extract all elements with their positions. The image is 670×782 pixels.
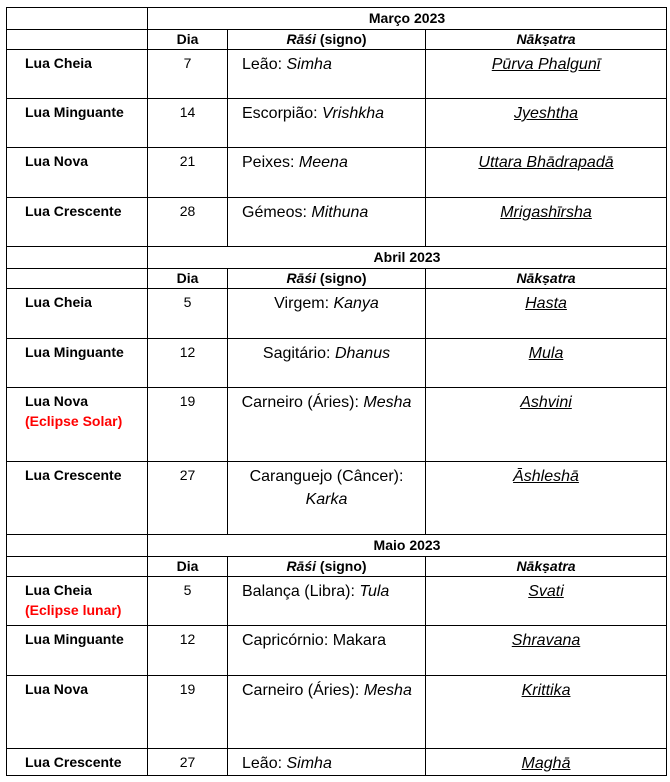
day-cell: 27 <box>148 462 228 535</box>
phase-cell: Lua Crescente <box>7 462 148 535</box>
month-title: Março 2023 <box>148 8 667 30</box>
header-row <box>7 269 667 289</box>
day-cell: 28 <box>148 198 228 247</box>
eclipse-note: (Eclipse Solar) <box>25 413 123 429</box>
nakshatra-cell: Shravana <box>426 626 667 676</box>
day-cell: 21 <box>148 148 228 198</box>
phase-cell: Lua Crescente <box>7 749 148 776</box>
rasi-cell: Capricórnio: Makara <box>228 626 426 676</box>
header-dia: Dia <box>148 557 228 577</box>
phase-cell: Lua Nova <box>7 148 148 198</box>
table-row <box>7 749 667 776</box>
table-row <box>7 198 667 247</box>
month-row <box>7 535 667 557</box>
table-row <box>7 99 667 148</box>
rasi-cell: Carneiro (Áries): Mesha <box>228 388 426 462</box>
month-title: Abril 2023 <box>148 247 667 269</box>
nakshatra-cell: Uttara Bhādrapadā <box>426 148 667 198</box>
day-cell: 7 <box>148 50 228 99</box>
day-cell: 27 <box>148 749 228 776</box>
rasi-cell: Sagitário: Dhanus <box>228 339 426 388</box>
table-row <box>7 148 667 198</box>
day-cell: 12 <box>148 626 228 676</box>
phase-cell: Lua Minguante <box>7 626 148 676</box>
header-rasi: Rāśi (signo) <box>228 269 426 289</box>
phase-cell: Lua Cheia (Eclipse lunar) <box>7 577 148 626</box>
day-cell: 12 <box>148 339 228 388</box>
rasi-cell: Escorpião: Vrishkha <box>228 99 426 148</box>
month-title: Maio 2023 <box>148 535 667 557</box>
header-nakshatra: Nākṣatra <box>426 30 667 50</box>
month-row <box>7 247 667 269</box>
day-cell: 5 <box>148 577 228 626</box>
nakshatra-cell: Svati <box>426 577 667 626</box>
table-row <box>7 676 667 749</box>
header-rasi: Rāśi (signo) <box>228 557 426 577</box>
table-row <box>7 462 667 535</box>
table-row <box>7 388 667 462</box>
phase-cell: Lua Cheia <box>7 289 148 339</box>
header-row <box>7 30 667 50</box>
phase-cell: Lua Minguante <box>7 99 148 148</box>
lunar-calendar-table <box>6 7 667 776</box>
nakshatra-cell: Maghā <box>426 749 667 776</box>
table-row <box>7 289 667 339</box>
rasi-cell: Gémeos: Mithuna <box>228 198 426 247</box>
nakshatra-cell: Pūrva Phalgunī <box>426 50 667 99</box>
header-nakshatra: Nākṣatra <box>426 269 667 289</box>
eclipse-note: (Eclipse lunar) <box>25 602 122 618</box>
header-row <box>7 557 667 577</box>
nakshatra-cell: Krittika <box>426 676 667 749</box>
phase-cell: Lua Cheia <box>7 50 148 99</box>
header-nakshatra: Nākṣatra <box>426 557 667 577</box>
table-row <box>7 339 667 388</box>
rasi-cell: Balança (Libra): Tula <box>228 577 426 626</box>
rasi-cell: Leão: Simha <box>228 749 426 776</box>
month-row <box>7 8 667 30</box>
day-cell: 19 <box>148 388 228 462</box>
phase-cell: Lua Crescente <box>7 198 148 247</box>
nakshatra-cell: Mrigashīrsha <box>426 198 667 247</box>
header-rasi: Rāśi (signo) <box>228 30 426 50</box>
nakshatra-cell: Jyeshtha <box>426 99 667 148</box>
day-cell: 19 <box>148 676 228 749</box>
nakshatra-cell: Āshleshā <box>426 462 667 535</box>
nakshatra-cell: Hasta <box>426 289 667 339</box>
rasi-cell: Virgem: Kanya <box>228 289 426 339</box>
table-row <box>7 577 667 626</box>
nakshatra-cell: Mula <box>426 339 667 388</box>
day-cell: 5 <box>148 289 228 339</box>
header-dia: Dia <box>148 30 228 50</box>
phase-cell: Lua Minguante <box>7 339 148 388</box>
day-cell: 14 <box>148 99 228 148</box>
rasi-cell: Leão: Simha <box>228 50 426 99</box>
rasi-cell: Peixes: Meena <box>228 148 426 198</box>
phase-cell: Lua Nova <box>7 676 148 749</box>
header-dia: Dia <box>148 269 228 289</box>
phase-cell: Lua Nova (Eclipse Solar) <box>7 388 148 462</box>
rasi-cell: Carneiro (Áries): Mesha <box>228 676 426 749</box>
table-row <box>7 50 667 99</box>
nakshatra-cell: Ashvini <box>426 388 667 462</box>
rasi-cell: Caranguejo (Câncer): Karka <box>228 462 426 535</box>
table-row <box>7 626 667 676</box>
